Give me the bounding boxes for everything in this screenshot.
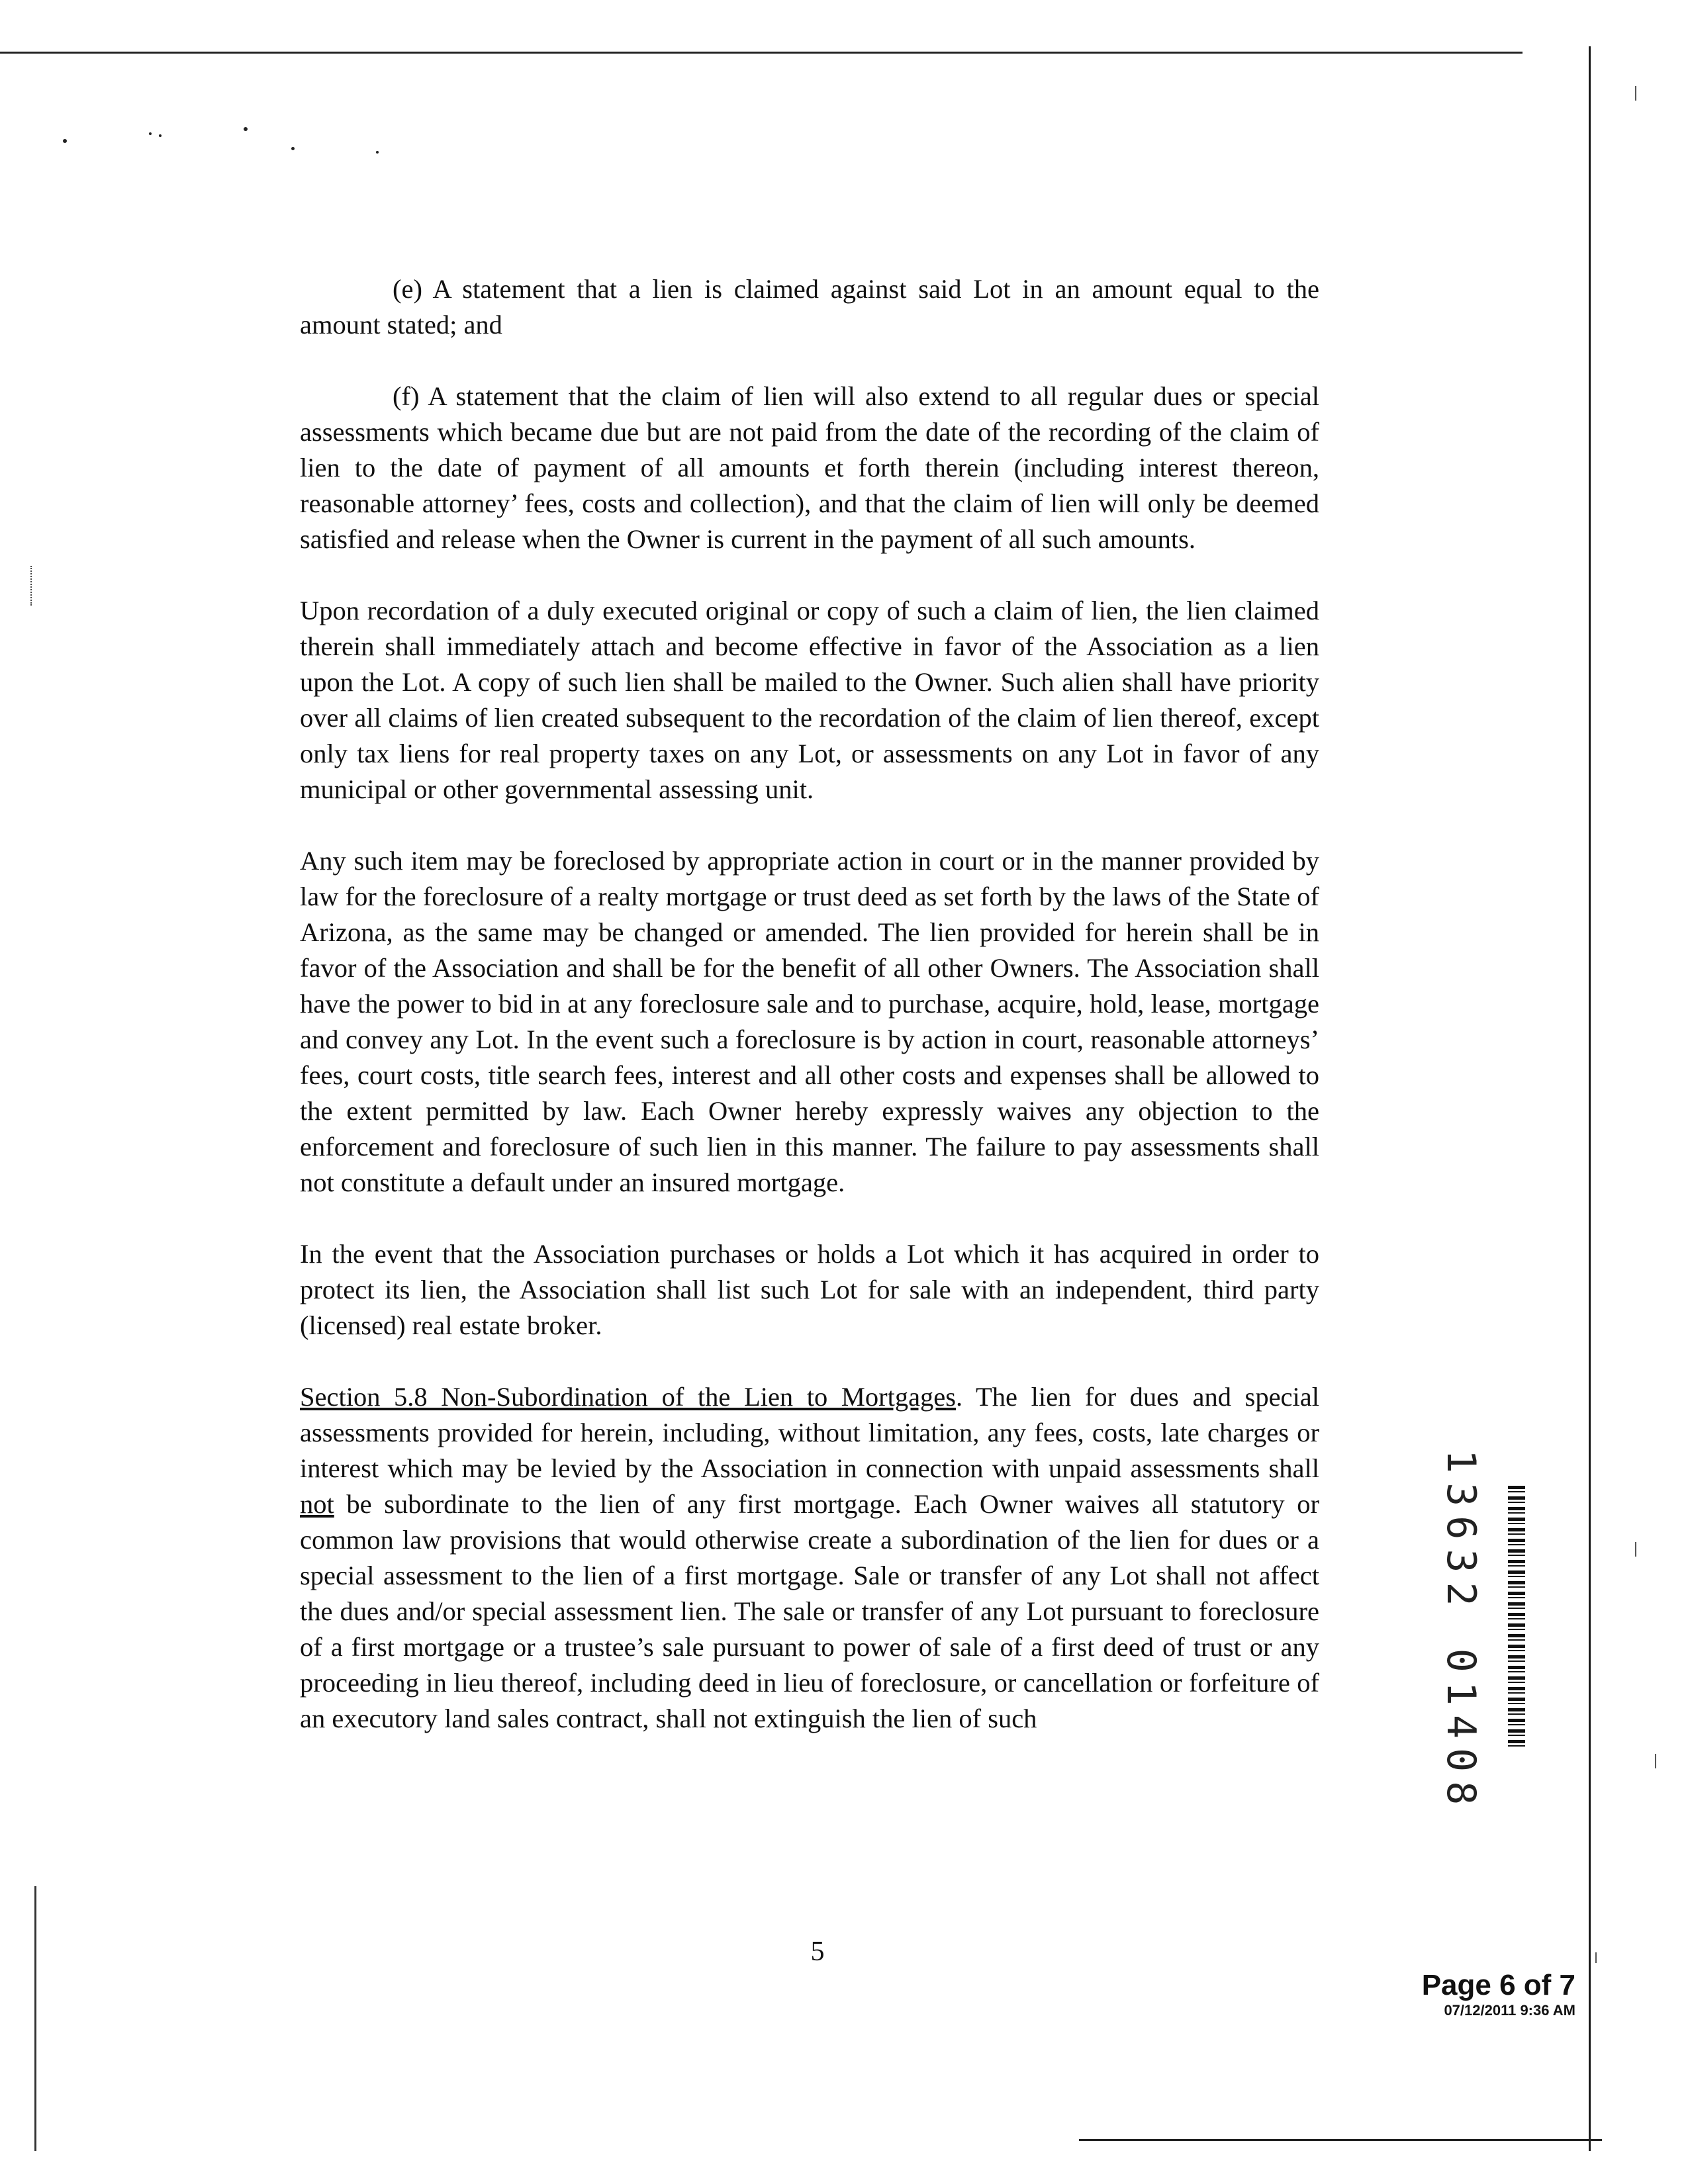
scan-speck xyxy=(149,132,152,135)
paragraph-f: (f) A statement that the claim of lien will also extend to all regular dues or special assessments which became due but are not paid from the date of the recording of the claim of lien to the date of payment of all amounts et forth therein (including interest thereon, reasonable attorney’ fees, costs and collection), and that the claim of lien will only be deemed satisfied and release when the Owner is current in the payment of all such amounts. xyxy=(300,381,1319,554)
scan-speck xyxy=(159,134,162,137)
page-stamp-datetime: 07/12/2011 9:36 AM xyxy=(1444,2002,1575,2019)
scan-edge-mark xyxy=(1595,1952,1597,1963)
scan-top-rule xyxy=(0,52,1523,54)
scan-left-rule xyxy=(34,1886,36,2151)
scan-edge-mark xyxy=(1655,1754,1656,1768)
scan-speck xyxy=(291,147,295,150)
scan-edge-mark xyxy=(1635,86,1636,101)
section-5-8-heading: Section 5.8 Non-Subordination of the Lien to Mortgages xyxy=(300,1382,957,1412)
paragraph-section-5-8 xyxy=(300,1379,1319,1737)
paragraph-e: (e) A statement that a lien is claimed against said Lot in an amount equal to the amount stated; and xyxy=(300,274,1319,340)
paragraph-foreclosure: Any such item may be foreclosed by appropriate action in court or in the manner provided by law for the foreclosure of a realty mortgage or trust deed as set forth by the laws of the State of Arizona, as the same may be changed or amended. The lien provided for herein shall be in favor of the Association and shall be for the benefit of all other Owners. The Association shall have the power to bid in at any foreclosure sale and to purchase, acquire, hold, lease, mortgage and convey any Lot. In the event such a foreclosure is by action in court, reasonable attorneys’ fees, court costs, title search fees, interest and all other costs and expenses shall be allowed to the extent permitted by law. Each Owner hereby expressly waives any objection to the enforcement and foreclosure of such lien in this manner. The failure to pay assessments shall not constitute a default under an insured mortgage. xyxy=(300,846,1319,1197)
scan-speck xyxy=(244,127,248,131)
paragraph-purchase: In the event that the Association purchases or holds a Lot which it has acquired in order to protect its lien, the Association shall list such Lot for sale with an independent, third party (licensed) real estate broker. xyxy=(300,1239,1319,1340)
scan-speck xyxy=(376,151,379,154)
document-body xyxy=(300,271,1319,1772)
page-stamp xyxy=(1377,1969,1575,2019)
barcode-stamp xyxy=(1508,1486,1525,1751)
page-number: 5 xyxy=(810,1936,825,1967)
paragraph-recordation: Upon recordation of a duly executed original or copy of such a claim of lien, the lien claimed therein shall immediately attach and become effective in favor of the Association as a lien upon the Lot. A copy of such lien shall be mailed to the Owner. Such alien shall have priority over all claims of lien created subsequent to the recordation of the claim of lien thereof, except only tax liens for real property taxes on any Lot, or assessments on any Lot in favor of any municipal or other governmental assessing unit. xyxy=(300,596,1319,804)
page-stamp-count: Page 6 of 7 xyxy=(1421,1969,1575,2001)
scan-bottom-rule xyxy=(1079,2139,1602,2141)
scan-left-tick xyxy=(30,566,33,606)
scan-speck xyxy=(63,139,67,143)
scan-right-rule xyxy=(1589,46,1591,2151)
section-5-8-rest: be subordinate to the lien of any first mortgage. Each Owner waives all statutory or common law provisions that would otherwise create a subordination of the lien for dues or a special assessment to the lien of a first mortgage. Sale or transfer of any Lot shall not affect the dues and/or special assessment lien. The sale or transfer of any Lot pursuant to foreclosure of a first mortgage or a trustee’s sale pursuant to power of sale of a first deed of trust or any proceeding in lieu thereof, including deed in lieu of foreclosure, or cancellation or forfeiture of an executory land sales contract, shall not extinguish the lien of such xyxy=(300,1489,1319,1733)
recording-number: 13632 01408 xyxy=(1438,1449,1484,1815)
scan-edge-mark xyxy=(1635,1542,1636,1557)
section-5-8-emphasis: not xyxy=(300,1489,334,1519)
section-5-8-text: . The lien for dues and special assessments provided for herein, including, without limitation, any fees, costs, late charges or interest which may be levied by the Association in connection with unpaid assessments shall xyxy=(300,1382,1319,1483)
